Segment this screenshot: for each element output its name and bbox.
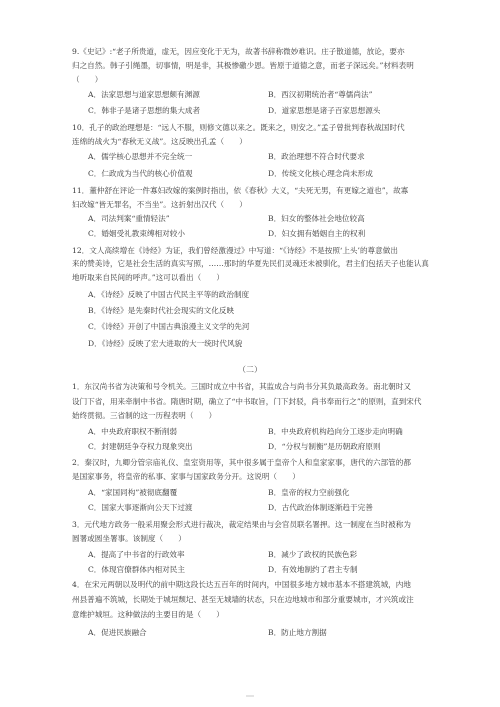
question-stem-continued: 归之自然。韩子引绳墨，切事情，明是非，其极惨礉少恩。皆原于道德之意，而老子深远矣。”材料表明 — [72, 61, 414, 70]
question-stem: 11．董仲舒在评论一件寡妇改嫁的案例时指出，依《春秋》大义，“夫死无男，有更嫁之道也”，故寡 — [72, 186, 409, 195]
answer-option: B．政治理想不符合时代要求 — [268, 152, 365, 161]
section-title: （二） — [238, 365, 262, 374]
answer-option: B．皇帝的权力空前强化 — [268, 488, 350, 497]
answer-option: B．妇女的整体社会地位较高 — [268, 214, 365, 223]
answer-option: A．儒学核心思想并不完全统一 — [88, 152, 193, 161]
answer-option: C．《诗经》开创了中国古典浪漫主义文学的先河 — [88, 322, 250, 331]
question-stem-continued: 圆署或圆坐署事。该制度（ ） — [72, 534, 186, 543]
question-stem: 2．秦汉时，九卿分管宗庙礼仪、皇室资用等，其中很多属于皇帝个人和皇家家事，唐代的六部管的都 — [72, 458, 411, 467]
question-stem-continued: （ ） — [72, 75, 103, 84]
answer-option: A．中央政府职权不断削弱 — [88, 427, 178, 436]
answer-option: B．减少了政权的民族色彩 — [268, 550, 358, 559]
answer-option: D．道家思想是诸子百家思想源头 — [268, 106, 381, 115]
question-stem-continued: 连绵的战火为“春秋无义战”。这反映出孔孟（ ） — [72, 137, 247, 146]
answer-option: B．西汉初期统治者“尊儒尚法” — [268, 90, 373, 99]
question-stem-continued: 州县普遍不筑城，长期处于城垣颓圮、甚至无城墙的状态，只在边地城市和部分重要城市，才兴筑或注 — [72, 595, 414, 604]
answer-option: C．韩非子是诸子思想的集大成者 — [88, 106, 201, 115]
answer-option: B．中央政府机构趋向分工逐步走向明确 — [268, 427, 403, 436]
question-stem: 3．元代地方政务一般采用聚会形式进行裁决，裁定结果由与会官员联名署押。这一制度在当时被称为 — [72, 520, 411, 529]
answer-option: B．《诗经》是先秦时代社会现实的文化反映 — [88, 306, 235, 315]
question-stem: 12．文人高续增在《诗经》为证，我们曾经激漫过》中写道：“《诗经》不是按照‘上头’的尊意做出 — [72, 246, 398, 255]
answer-option: A．司法判案“重情轻法” — [88, 214, 170, 223]
question-stem-continued: 妇改嫁“皆无罪名，不当坐”。这折射出汉代（ ） — [72, 200, 247, 209]
question-stem-continued: 地听取来自民间的呼声。”这可以看出（ ） — [72, 273, 224, 282]
answer-option: D．“分权与制衡”是历朝政府原则 — [268, 442, 381, 451]
question-stem: 9.《史记》:“老子所贵道，虚无，因应变化于无为，故著书辞称微妙难识。庄子散道德，放论，要亦 — [72, 47, 405, 56]
question-stem: 4．在宋元两朝以及明代的前中期这段长达五百年的时间内，中国很多地方城市基本不搭建筑城，内地 — [72, 580, 411, 589]
answer-option: A．促进民族融合 — [88, 628, 147, 637]
answer-option: A．法家思想与道家思想颇有渊源 — [88, 90, 200, 99]
page-footer-mark — [246, 695, 254, 697]
question-stem: 10．孔子的政治理想是：“远人不服，则修文德以来之。既来之，则安之。”孟子曾批判春秋战国时代 — [72, 123, 405, 132]
question-stem: 1．东汉尚书省为决策和号令机关。三国时成立中书省，其监成合与尚书分其负最高政务。南北朝时又 — [72, 382, 411, 391]
answer-option: A．《诗经》反映了中国古代民主平等的政治制度 — [88, 290, 250, 299]
question-stem-continued: 意维护城垣。这种做法的主要目的是（ ） — [72, 610, 224, 619]
question-stem-continued: 设门下省，用来牵制中书省。隋唐时期，确立了“中书取旨，门下封驳，尚书奉而行之”的原则，直到宋代 — [72, 397, 422, 406]
answer-option: C．国家大事逐渐向公天下过渡 — [88, 503, 193, 512]
answer-option: D．传统文化核心理念尚未形成 — [268, 169, 373, 178]
answer-option: D．古代政治体制逐渐趋于完善 — [268, 503, 373, 512]
answer-option: C．封建朝廷争夺权力现象突出 — [88, 442, 193, 451]
answer-option: C．体现官僚群体内相对民主 — [88, 565, 185, 574]
answer-option: C．婚姻受礼教束缚相对较小 — [88, 229, 185, 238]
answer-option: D．《诗经》反映了宏大进取的大一统时代风貌 — [88, 339, 243, 348]
answer-option: D．有效地制约了君主专制 — [268, 565, 358, 574]
answer-option: A．提高了中书省的行政效率 — [88, 550, 185, 559]
answer-option: A．“家国同构”被彻底翻覆 — [88, 488, 178, 497]
question-stem-continued: 是国家事务，将皇帝的私事、家事与国家政务分开。这说明（ ） — [72, 472, 300, 481]
question-stem-continued: 来的赞美诗，它是社会生活的真实写照，……那时的华夏先民们灵魂还未被驯化，君主们包括天子也能认真 — [72, 259, 429, 268]
question-stem-continued: 始终贯彻。三省制的这一历程表明（ ） — [72, 411, 217, 420]
answer-option: C．仁政成为当代的核心价值观 — [88, 169, 193, 178]
answer-option: D．妇女拥有婚姻自主的权利 — [268, 229, 366, 238]
answer-option: B．防止地方割据 — [268, 628, 327, 637]
